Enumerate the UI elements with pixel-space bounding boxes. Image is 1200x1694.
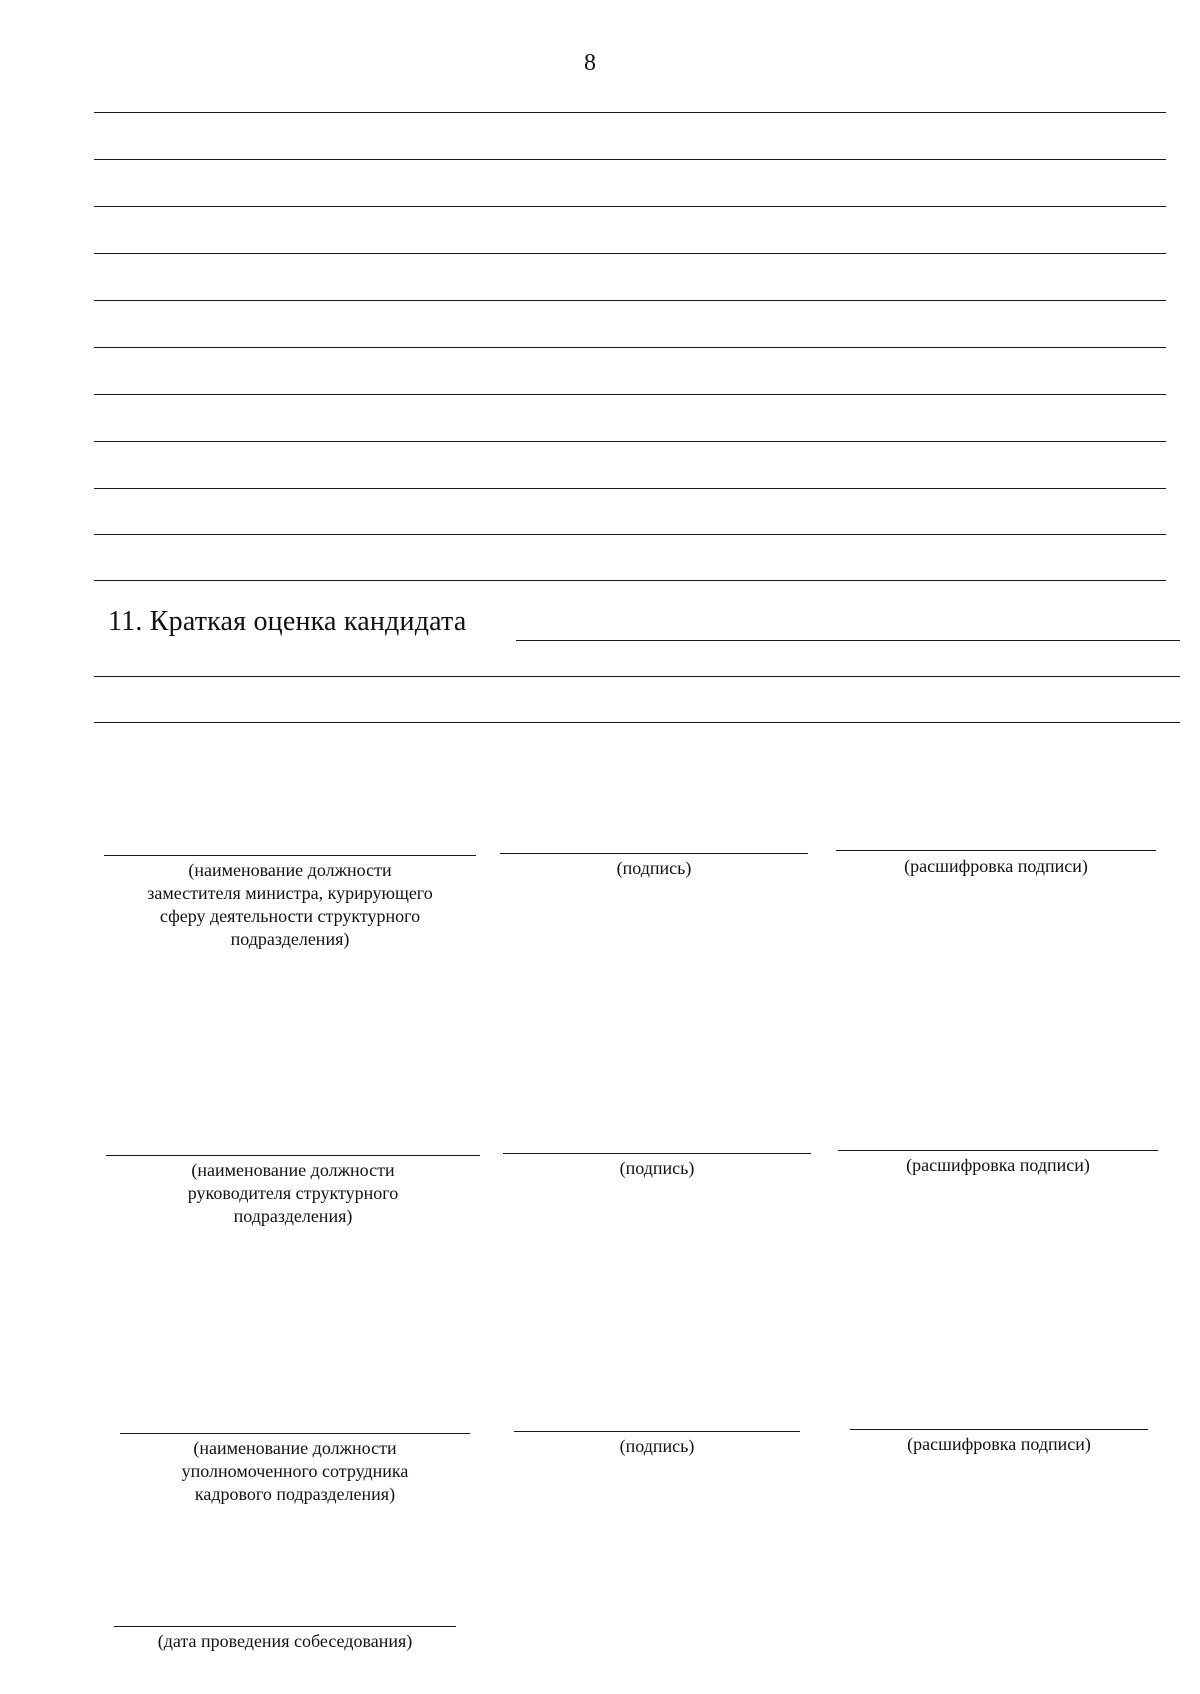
- interview-date-caption: (дата проведения собеседования): [157, 1631, 413, 1651]
- signature-caption: (подпись): [616, 858, 692, 878]
- interview-date-line[interactable]: [114, 1626, 456, 1627]
- signature-caption: (подпись): [619, 1158, 695, 1178]
- blank-line[interactable]: [94, 347, 1166, 348]
- blank-line[interactable]: [94, 112, 1166, 113]
- position-line[interactable]: [120, 1433, 470, 1434]
- blank-line[interactable]: [94, 394, 1166, 395]
- position-caption: (наименование должности руководителя структурного подразделения): [187, 1160, 399, 1226]
- position-line[interactable]: [106, 1155, 480, 1156]
- signature-decoding-caption: (расшифровка подписи): [906, 1155, 1090, 1175]
- position-caption: (наименование должности заместителя министра, курирующего сферу деятельности структурного подразделения): [147, 860, 433, 949]
- blank-line[interactable]: [94, 534, 1166, 535]
- blank-line[interactable]: [94, 300, 1166, 301]
- signature-line[interactable]: [500, 853, 808, 854]
- signature-line[interactable]: [514, 1431, 800, 1432]
- blank-line[interactable]: [94, 159, 1166, 160]
- signature-decoding-caption: (расшифровка подписи): [904, 856, 1088, 876]
- section-11-heading: 11. Краткая оценка кандидата: [108, 606, 467, 637]
- blank-line[interactable]: [94, 580, 1166, 581]
- position-line[interactable]: [104, 855, 476, 856]
- blank-line[interactable]: [94, 488, 1166, 489]
- candidate-assessment-line[interactable]: [94, 722, 1180, 723]
- candidate-assessment-line[interactable]: [516, 640, 1180, 641]
- signature-decoding-line[interactable]: [850, 1429, 1148, 1430]
- blank-line[interactable]: [94, 206, 1166, 207]
- signature-decoding-line[interactable]: [838, 1150, 1158, 1151]
- blank-line[interactable]: [94, 441, 1166, 442]
- signature-line[interactable]: [503, 1153, 811, 1154]
- signature-caption: (подпись): [619, 1436, 695, 1456]
- position-caption: (наименование должности уполномоченного сотрудника кадрового подразделения): [181, 1438, 409, 1504]
- page-number: 8: [584, 50, 596, 76]
- candidate-assessment-line[interactable]: [94, 676, 1180, 677]
- signature-decoding-line[interactable]: [836, 850, 1156, 851]
- blank-line[interactable]: [94, 253, 1166, 254]
- signature-decoding-caption: (расшифровка подписи): [907, 1434, 1091, 1454]
